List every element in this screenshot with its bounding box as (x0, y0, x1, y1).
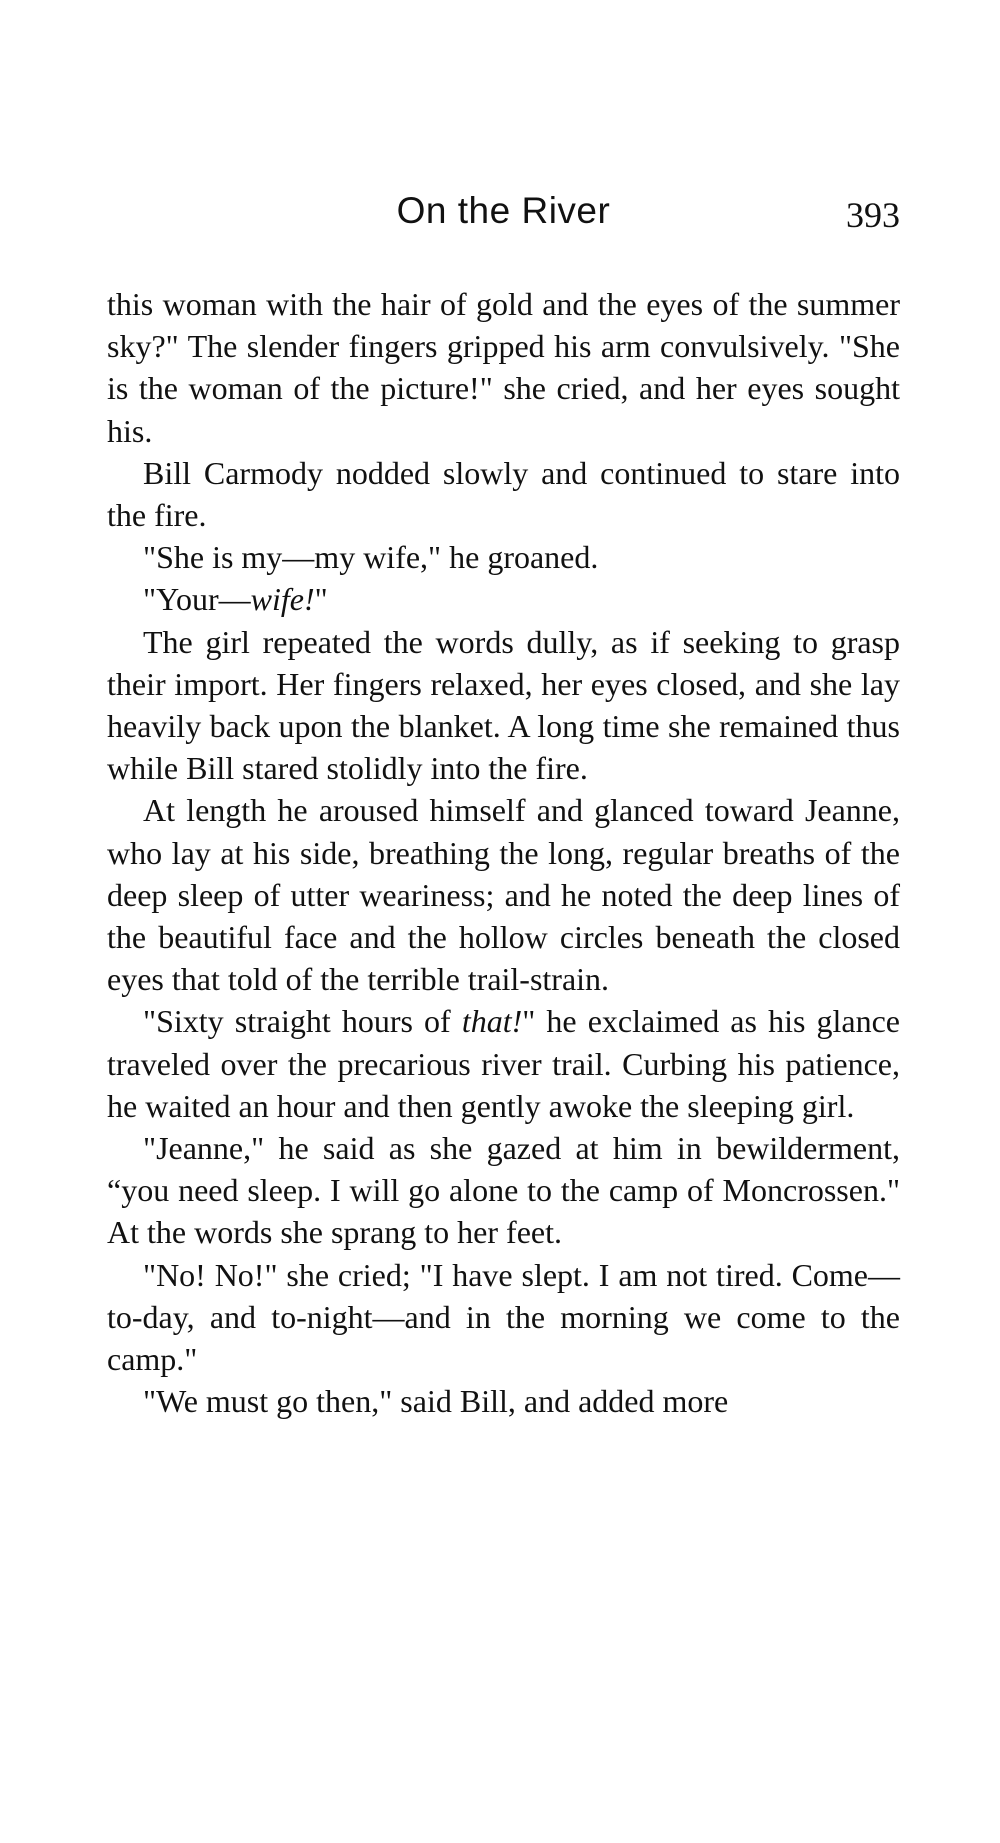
italic-text: wife! (250, 581, 315, 618)
running-head (107, 190, 900, 240)
paragraph-p7 (107, 1000, 900, 1127)
text-segment: "No! No!" she cried; "I have slept. I am not tired. Come—to-day, and to-night—and in the morning we come to the camp." (107, 1256, 900, 1378)
text-segment: The girl repeated the words dully, as if seeking to grasp their import. Her fingers relaxed, her eyes closed, and she lay heavily back upon the blanket. A long time she remained thus while Bill stared stolidly into the fire. (107, 623, 900, 787)
paragraph-p9 (107, 1254, 900, 1381)
paragraph-p4 (107, 578, 900, 620)
running-title: On the River (396, 190, 611, 231)
text-segment: "Jeanne," he said as she gazed at him in bewilderment, “you need sleep. I will go alone to the camp of Moncrossen." At the words she sprang to her feet. (107, 1130, 900, 1251)
text-segment: "She is my—my wife," he groaned. (143, 539, 599, 576)
paragraph-p10 (107, 1380, 900, 1422)
text-segment: "We must go then," said Bill, and added more (143, 1383, 729, 1420)
page-number: 393 (846, 195, 900, 235)
body-text (107, 283, 900, 1422)
paragraph-p6 (107, 789, 900, 1000)
paragraph-p1 (107, 283, 900, 452)
text-segment: " (314, 581, 328, 618)
paragraph-p8 (107, 1127, 900, 1254)
paragraph-p2 (107, 452, 900, 536)
text-segment: this woman with the hair of gold and the eyes of the summer sky?" The slender fingers gripped his arm convulsively. "She is the woman of the picture!" she cried, and her eyes sought his. (107, 286, 900, 449)
paragraph-p3 (107, 536, 900, 578)
paragraph-p5 (107, 621, 900, 790)
text-segment: Bill Carmody nodded slowly and continued to stare into the fire. (107, 454, 900, 534)
text-segment: At length he aroused himself and glanced toward Jeanne, who lay at his side, breathing the long, regular breaths of the deep sleep of utter weariness; and he noted the deep lines of the beautiful face and the hollow circles beneath the closed eyes that told of the terrible trail-strain. (107, 792, 900, 998)
text-segment: "Sixty straight hours of (143, 1003, 462, 1040)
italic-text: that! (461, 1003, 523, 1040)
text-segment: " he exclaimed as his glance traveled over the precarious river trail. Curbing his patience, he waited an hour and then gently awoke the sleeping girl. (107, 1003, 901, 1124)
text-segment: "Your— (143, 581, 251, 618)
